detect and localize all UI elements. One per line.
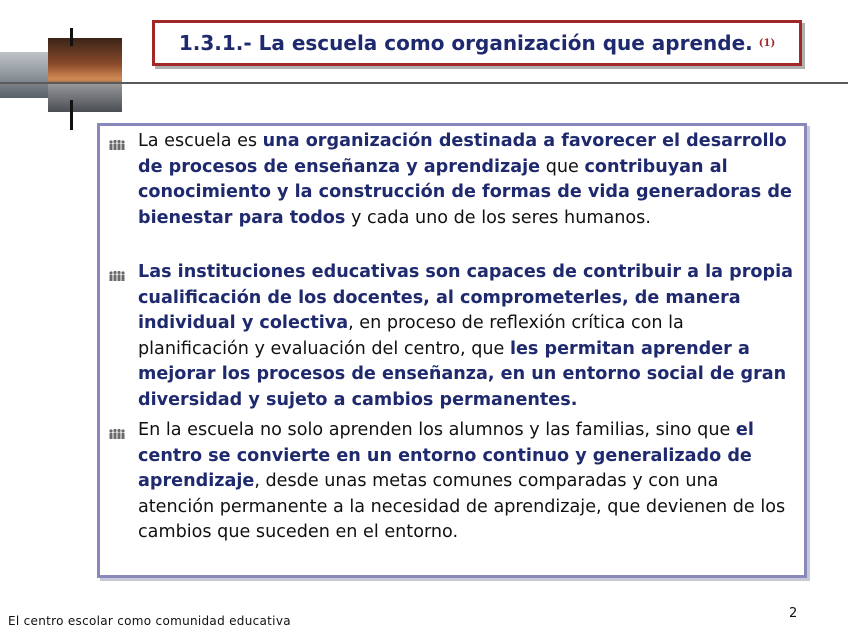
highlighted-text: una organización destinada a favorecer el desarrollo de procesos de enseñanza y aprendizaje — [138, 131, 787, 177]
page-number: 2 — [789, 606, 798, 621]
decorative-line-top — [70, 28, 73, 46]
people-group-icon — [108, 139, 126, 151]
body-text: , en proceso de reflexión crítica con la planificación y evaluación del centro, que — [138, 313, 684, 359]
people-group-icon — [108, 270, 126, 282]
header-rule — [0, 82, 848, 84]
people-group-icon — [108, 428, 126, 440]
footer-text: El centro escolar como comunidad educativa — [8, 614, 291, 628]
highlighted-text: contribuyan al conocimiento y la construcción de formas de vida generadoras de bienestar para todos — [138, 156, 792, 228]
body-text: , desde unas metas comunes comparadas y con una atención permanente a la necesidad de aprendizaje, que devienen de los cambios que suceden en el entorno. — [138, 471, 786, 542]
paragraph-1 — [138, 129, 798, 231]
paragraph-2 — [138, 260, 798, 413]
paragraph-3 — [138, 418, 798, 546]
body-text: que — [540, 156, 585, 177]
highlighted-text: Las instituciones educativas son capaces de contribuir a la propia cualificación de los docentes, al comprometerles, de manera individual y colectiva — [138, 262, 793, 333]
slide-title-note: (1) — [758, 37, 776, 49]
body-text: En la escuela no solo aprenden los alumnos y las familias, sino que — [138, 420, 736, 440]
decorative-line-bottom — [70, 100, 73, 130]
highlighted-text: el centro se convierte en un entorno continuo y generalizado de aprendizaje — [138, 420, 754, 491]
slide-title-box — [152, 20, 802, 66]
highlighted-text: les permitan aprender a mejorar los procesos de enseñanza, en un entorno social de gran diversidad y sujeto a cambios permanentes. — [138, 338, 787, 410]
slide-title: 1.3.1.- La escuela como organización que aprende. — [178, 31, 753, 55]
decorative-photo-building — [0, 52, 48, 98]
body-text: La escuela es — [138, 131, 263, 151]
body-text: y cada uno de los seres humanos. — [345, 207, 651, 228]
decorative-photo-facade — [48, 84, 122, 112]
